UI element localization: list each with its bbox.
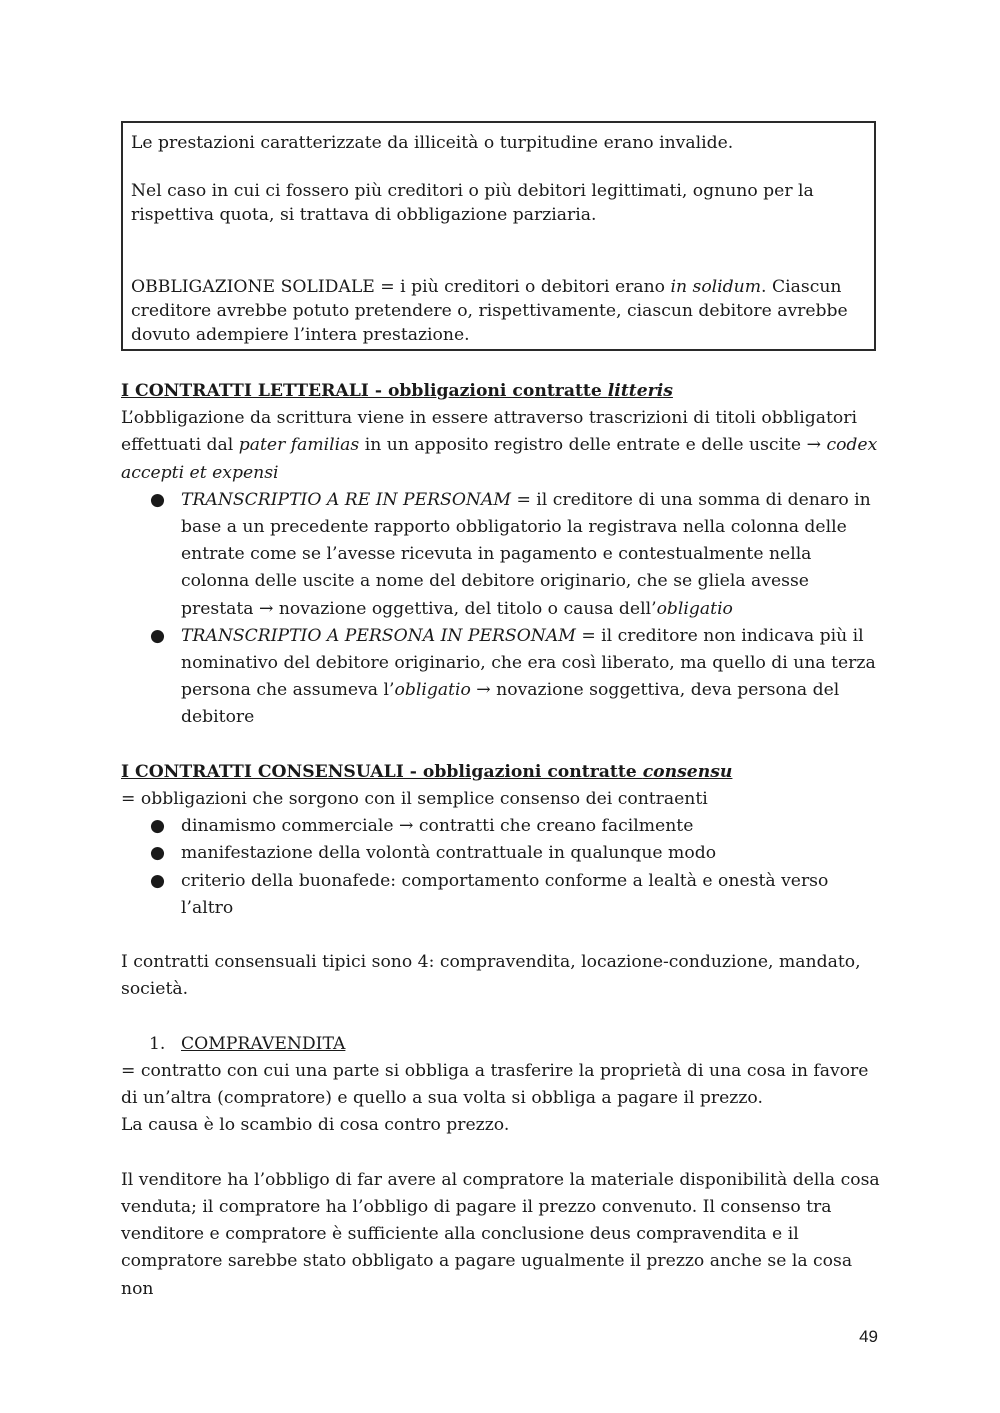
box-paragraph-illiceita: Le prestazioni caratterizzate da illiceità o turpitudine erano invalide. [131, 133, 734, 153]
section-heading-letterali: I CONTRATTI LETTERALI - obbligazioni contratte litteris [121, 381, 673, 401]
list-item: ● criterio della buonafede: comportamento conforme a lealtà e onestà verso l’altro [121, 868, 881, 922]
letterali-list [121, 487, 881, 732]
bullet-icon: ● [150, 816, 165, 837]
list-item: ● TRANSCRIPTIO A RE IN PERSONAM = il creditore di una somma di denaro in base a un precedente rapporto obbligatorio la registrava nella colonna delle entrate come se l’avesse ricevuta in pagamento e contestualmente nella colonna delle uscite a nome del debitore originario, che se gliela avesse prestata → novazione oggettiva, del titolo o causa dell’obligatio [121, 487, 881, 623]
document-body [121, 378, 881, 1303]
bullet-icon: ● [150, 489, 165, 510]
list-item: ● dinamismo commerciale → contratti che creano facilmente [121, 813, 881, 840]
list-item: ● manifestazione della volontà contrattuale in qualunque modo [121, 840, 881, 867]
list-item: ● TRANSCRIPTIO A PERSONA IN PERSONAM = il creditore non indicava più il nominativo del debitore originario, che era così liberato, ma quello di una terza persona che assumeva l’obligatio → novazione soggettiva, deva persona del debitore [121, 623, 881, 732]
letterali-intro: L’obbligazione da scrittura viene in essere attraverso trascrizioni di titoli obbligatori effettuati dal pater familias in un apposito registro delle entrate e delle uscite → codex accepti et expensi [121, 408, 878, 483]
compravendita-causa: La causa è lo scambio di cosa contro prezzo. [121, 1115, 510, 1136]
compravendita-definition: = contratto con cui una parte si obbliga a trasferire la proprietà di una cosa in favore di un’altra (compratore) e quello a sua volta si obbliga a pagare il prezzo. [121, 1061, 869, 1109]
box-paragraph-solidale: OBBLIGAZIONE SOLIDALE = i più creditori o debitori erano in solidum. Ciascun creditore avrebbe potuto pretendere o, rispettivamente, ciascun debitore avrebbe dovuto adempiere l’intera prestazione. [131, 277, 848, 345]
bullet-icon: ● [150, 625, 165, 646]
compravendita-obblighi: Il venditore ha l’obbligo di far avere al compratore la materiale disponibilità della cosa venduta; il compratore ha l’obbligo di pagare il prezzo convenuto. Il consenso tra venditore e compratore è sufficiente alla conclusione deus compravendita e il compratore sarebbe stato obbligato a pagare ugualmente il prezzo anche se la cosa non [121, 1169, 880, 1299]
note-box [121, 121, 876, 351]
bullet-icon: ● [150, 870, 165, 891]
consensuali-list [121, 813, 881, 922]
box-paragraph-parziaria: Nel caso in cui ci fossero più creditori o più debitori legittimati, ognuno per la rispettiva quota, si trattava di obbligazione parziaria. [131, 181, 814, 225]
item-title: COMPRAVENDITA [181, 1033, 346, 1054]
page-number: 49 [859, 1327, 878, 1346]
consensuali-tipici: I contratti consensuali tipici sono 4: compravendita, locazione-conduzione, mandato, società. [121, 952, 861, 1000]
item-number: 1. [149, 1033, 166, 1054]
section-heading-consensuali: I CONTRATTI CONSENSUALI - obbligazioni contratte consensu [121, 761, 733, 782]
bullet-icon: ● [150, 843, 165, 864]
numbered-item-compravendita [121, 1031, 881, 1058]
consensuali-intro: = obbligazioni che sorgono con il semplice consenso dei contraenti [121, 789, 708, 810]
